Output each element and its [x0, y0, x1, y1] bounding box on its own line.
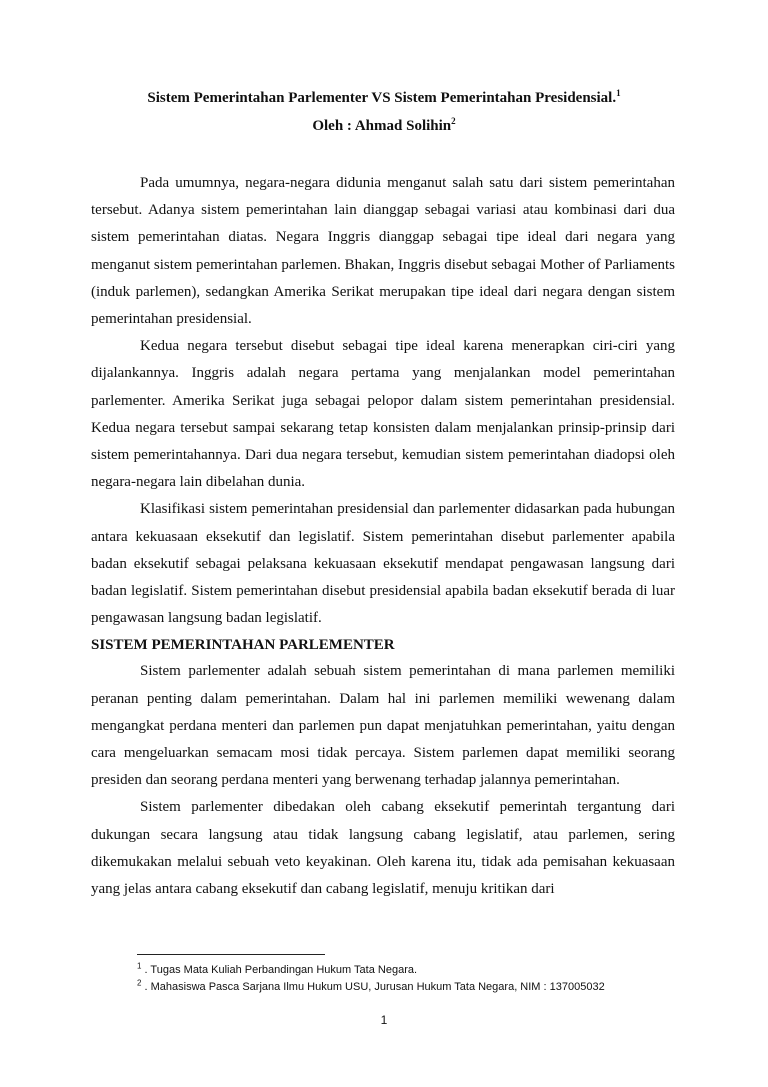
paragraph: Kedua negara tersebut disebut sebagai tipe ideal karena menerapkan ciri-ciri yang dijalankannya. Inggris adalah negara pertama yang menjalankan model pemerintahan parlementer. Amerika Serikat juga sebagai pelopor dalam sistem pemerintahan presidensial. Kedua negara tersebut sampai sekarang tetap konsisten dalam menjalankan prinsip-prinsip dari sistem pemerintahannya. Dari dua negara tersebut, kemudian sistem pemerintahan diadopsi oleh negara-negara lain dibelahan dunia.	[91, 338, 675, 491]
document-body	[91, 170, 675, 903]
paragraph: Klasifikasi sistem pemerintahan presidensial dan parlementer didasarkan pada hubungan antara kekuasaan eksekutif dan legislatif. Sistem pemerintahan disebut parlementer apabila badan eksekutif sebagai pelaksana kekuasaan eksekutif mendapat pengawasan langsung dari badan legislatif. Sistem pemerintahan disebut presidensial apabila badan eksekutif berada di luar pengawasan langsung badan legislatif.	[91, 501, 675, 627]
author-footnote-marker: 2	[451, 116, 456, 126]
footnote-separator	[137, 954, 325, 955]
footnote	[137, 979, 697, 996]
footnote-number: 1	[137, 961, 142, 971]
document-title	[0, 88, 768, 108]
title-text: Sistem Pemerintahan Parlementer VS Sistem Pemerintahan Presidensial.	[147, 90, 617, 106]
footnote-text: . Tugas Mata Kuliah Perbandingan Hukum Tata Negara.	[144, 964, 418, 976]
footnotes	[137, 962, 697, 996]
paragraph: Sistem parlementer dibedakan oleh cabang eksekutif pemerintah tergantung dari dukungan secara langsung atau tidak langsung cabang legislatif, atau parlemen, sering dikemukakan melalui sebuah veto keyakinan. Oleh karena itu, tidak ada pemisahan kekuasaan yang jelas antara cabang eksekutif dan cabang legislatif, menuju kritikan dari	[91, 799, 675, 898]
paragraph: Pada umumnya, negara-negara didunia menganut salah satu dari sistem pemerintahan tersebut. Adanya sistem pemerintahan lain dianggap sebagai variasi atau kombinasi dari dua sistem pemerintahan diatas. Negara Inggris dianggap sebagai tipe ideal dari negara yang menganut sistem pemerintahan parlemen. Bhakan, Inggris disebut sebagai Mother of Parliaments (induk parlemen), sedangkan Amerika Serikat merupakan tipe ideal dari negara dengan sistem pemerintahan presidensial.	[91, 175, 676, 328]
author-line	[0, 116, 768, 136]
author-text: Oleh : Ahmad Solihin	[312, 118, 452, 134]
page-number: 1	[380, 1013, 388, 1027]
paragraph: Sistem parlementer adalah sebuah sistem pemerintahan di mana parlemen memiliki peranan penting dalam pemerintahan. Dalam hal ini parlemen memiliki wewenang dalam mengangkat perdana menteri dan parlemen pun dapat menjatuhkan pemerintahan, yaitu dengan cara mengeluarkan semacam mosi tidak percaya. Sistem parlemen dapat memiliki seorang presiden dan seorang perdana menteri yang berwenang terhadap jalannya pemerintahan.	[91, 663, 675, 789]
title-footnote-marker: 1	[616, 88, 621, 98]
section-heading: SISTEM PEMERINTAHAN PARLEMENTER	[91, 637, 395, 654]
footnote-text: . Mahasiswa Pasca Sarjana Ilmu Hukum USU, Jurusan Hukum Tata Negara, NIM : 137005032	[144, 981, 605, 993]
footnote	[137, 962, 697, 979]
footnote-number: 2	[137, 978, 142, 988]
